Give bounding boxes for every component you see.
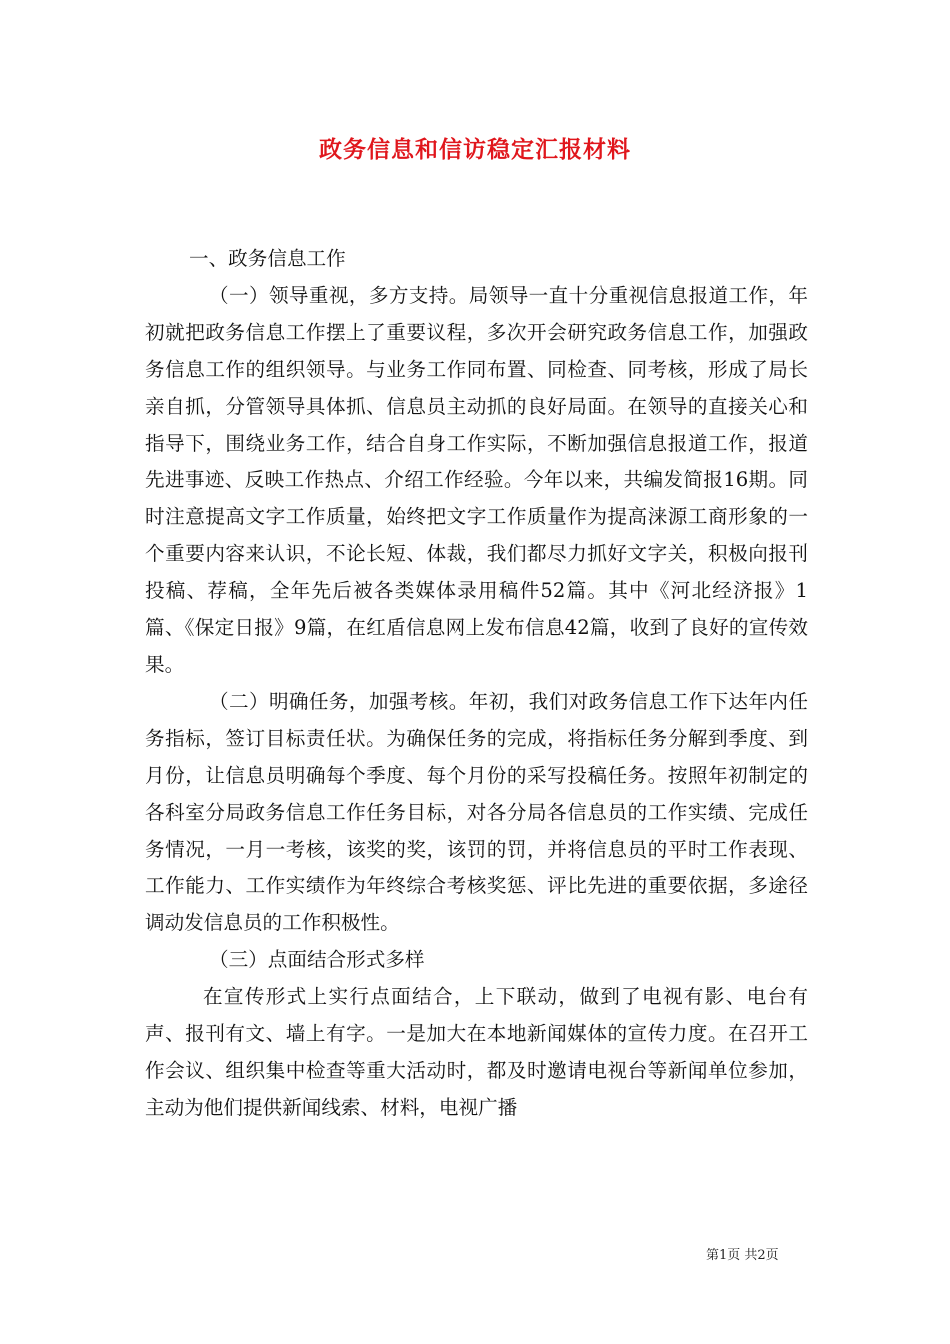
document-body [145,241,808,1127]
page-number: 第1页 共2页 [706,1248,779,1263]
section-heading: 一、政务信息工作 [189,247,346,270]
paragraph-leadership: （一）领导重视，多方支持。局领导一直十分重视信息报道工作，年初就把政务信息工作摆上了重要议程，多次开会研究政务信息工作，加强政务信息工作的组织领导。与业务工作同布置、同检查、同考核，形成了局长亲自抓，分管领导具体抓、信息员主动抓的良好局面。在领导的直接关心和指导下，围绕业务工作，结合自身工作实际，不断加强信息报道工作，报道先进事迹、反映工作热点、介绍工作经验。今年以来，共编发简报16期。同时注意提高文字工作质量，始终把文字工作质量作为提高涞源工商形象的一个重要内容来认识，不论长短、体裁，我们都尽力抓好文字关，积极向报刊投稿、荐稿，全年先后被各类媒体录用稿件52篇。其中《河北经济报》1篇、《保定日报》9篇，在红盾信息网上发布信息42篇，收到了良好的宣传效果。 [145,283,808,676]
document-title: 政务信息和信访稳定汇报材料 [319,136,631,163]
subheading-forms: （三）点面结合形式多样 [209,948,425,972]
paragraph-tasks: （二）明确任务，加强考核。年初，我们对政务信息工作下达年内任务指标，签订目标责任状。为确保任务的完成，将指标任务分解到季度、到月份，让信息员明确每个季度、每个月份的采写投稿任务。按照年初制定的各科室分局政务信息工作任务目标，对各分局各信息员的工作实绩、完成任务情况，一月一考核，该奖的奖，该罚的罚，并将信息员的平时工作表现、工作能力、工作实绩作为年终综合考核奖惩、评比先进的重要依据，多途径调动发信息员的工作积极性。 [145,689,808,935]
paragraph-publicity: 在宣传形式上实行点面结合，上下联动，做到了电视有影、电台有声、报刊有文、墙上有字。一是加大在本地新闻媒体的宣传力度。在召开工作会议、组织集中检查等重大活动时，都及时邀请电视台等新闻单位参加，主动为他们提供新闻线索、材料，电视广播 [145,985,808,1119]
